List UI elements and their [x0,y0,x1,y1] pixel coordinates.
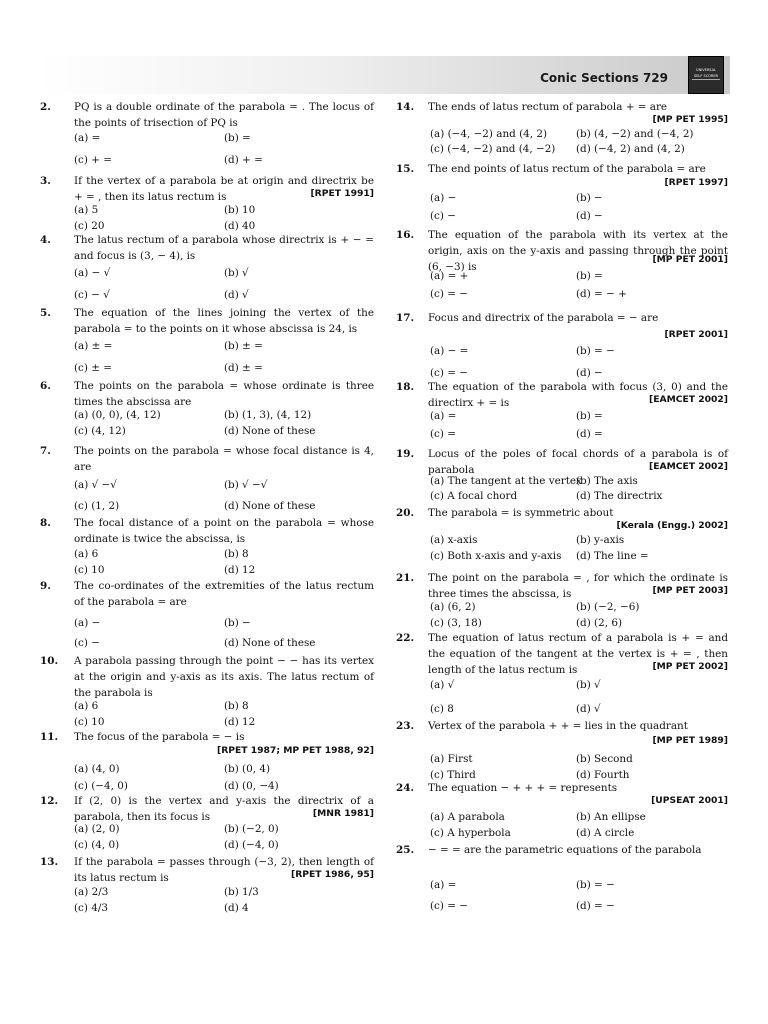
option-d: (d) √ [576,703,601,715]
option-d: (d) None of these [224,637,316,649]
option-c: (c) 20 [74,220,105,232]
option-a: (a) √ −√ [74,479,117,491]
question-number: 20. [396,507,415,519]
option-b: (b) − [224,617,251,629]
option-a: (a) − = [430,345,469,357]
question-number: 12. [40,795,59,807]
question-stem: The equation − + + + = represents [428,782,618,794]
option-a: (a) = [430,879,457,891]
page-header [38,56,730,94]
option-d: (d) − [576,210,603,222]
option-b: (b) An ellipse [576,811,646,823]
option-d: (d) + = [224,154,263,166]
exam-source: [RPET 1997] [664,177,728,188]
question-stem: The ends of latus rectum of parabola + = are [428,101,668,113]
option-b: (b) = − [576,879,615,891]
option-b: (b) (1, 3), (4, 12) [224,409,312,421]
option-a: (a) 6 [74,700,99,712]
option-c: (c) = − [430,288,468,300]
option-d: (d) The directrix [576,490,663,502]
option-a: (a) 5 [74,204,99,216]
question-stem: The equation of the parabola with its vertex at the origin, axis on the y-axis and passing through the point (6, −3) is [428,229,728,273]
option-c: (c) = − [430,367,468,379]
option-c: (c) = − [430,900,468,912]
question-number: 6. [40,380,51,392]
question-stem: A parabola passing through the point − − has its vertex at the origin and y-axis as its axis. The latus rectum of the parabola is [74,655,374,699]
question-number: 8. [40,517,51,529]
option-c: (c) = [430,428,456,440]
option-b: (b) 10 [224,204,256,216]
option-b: (b) (−2, 0) [224,823,279,835]
option-c: (c) 10 [74,716,105,728]
option-d: (d) = − + [576,288,627,300]
exam-source: [MP PET 2001] [652,254,728,265]
option-b: (b) (−2, −6) [576,601,640,613]
option-b: (b) ± = [224,340,263,352]
question-stem: The latus rectum of a parabola whose directrix is + − = and focus is (3, − 4), is [74,234,374,262]
option-d: (d) The line = [576,550,649,562]
option-c: (c) ± = [74,362,112,374]
option-a: (a) − [74,617,101,629]
option-c: (c) (−4, 0) [74,780,128,792]
option-d: (d) Fourth [576,769,630,781]
option-a: (a) (6, 2) [430,601,476,613]
question-number: 19. [396,448,415,460]
question-number: 17. [396,312,415,324]
question-number: 23. [396,720,415,732]
exam-source: [MP PET 1995] [652,114,728,125]
option-d: (d) − [576,367,603,379]
option-c: (c) A hyperbola [430,827,511,839]
option-d: (d) √ [224,289,249,301]
logo-text-line2: SELF SCORER [693,74,718,78]
option-b: (b) (4, −2) and (−4, 2) [576,128,694,140]
option-b: (b) = − [576,345,615,357]
question-stem: Focus and directrix of the parabola = − are [428,312,659,324]
option-c: (c) (1, 2) [74,500,120,512]
question-stem: The equation of latus rectum of a parabola is + = and the equation of the tangent at the vertex is + = , then length of the latus rectum is [428,632,728,676]
option-d: (d) = [576,428,603,440]
option-a: (a) − [430,192,457,204]
option-a: (a) ± = [74,340,113,352]
question-number: 24. [396,782,415,794]
question-number: 15. [396,163,415,175]
option-d: (d) (2, 6) [576,617,622,629]
option-b: (b) 8 [224,548,249,560]
option-c: (c) (4, 0) [74,839,120,851]
exam-source: [MP PET 1989] [652,735,728,746]
option-a: (a) A parabola [430,811,505,823]
logo-text-line1: UNIVERSAL [696,68,716,72]
option-b: (b) = [576,270,603,282]
option-d: (d) None of these [224,425,316,437]
publisher-logo [688,56,724,94]
option-c: (c) Third [430,769,476,781]
question-stem: The points on the parabola = whose ordinate is three times the abscissa are [74,380,374,408]
question-number: 13. [40,856,59,868]
page-title: Conic Sections 729 [540,71,668,85]
question-stem: Vertex of the parabola + + = lies in the quadrant [428,720,688,732]
question-number: 3. [40,175,51,187]
option-a: (a) = + [430,270,469,282]
exam-source: [EAMCET 2002] [649,394,728,405]
option-b: (b) 1/3 [224,886,259,898]
logo-divider [692,79,720,80]
exam-source: [MNR 1981] [312,808,374,819]
exam-source: [MP PET 2002] [652,661,728,672]
option-a: (a) − √ [74,267,111,279]
option-c: (c) (−4, −2) and (4, −2) [430,143,556,155]
option-d: (d) ± = [224,362,263,374]
question-number: 11. [40,731,59,743]
option-d: (d) 40 [224,220,256,232]
question-stem: The equation of the parabola with focus (3, 0) and the directirx + = is [428,381,728,409]
option-a: (a) = [74,132,101,144]
option-c: (c) Both x-axis and y-axis [430,550,562,562]
question-stem: The points on the parabola = whose focal distance is 4, are [74,445,374,473]
option-c: (c) 4/3 [74,902,108,914]
question-stem: The point on the parabola = , for which the ordinate is three times the abscissa, is [428,572,728,600]
option-a: (a) = [430,410,457,422]
question-stem: The co-ordinates of the extremities of the latus rectum of the parabola = are [74,580,374,608]
option-c: (c) − [430,210,456,222]
exam-source: [EAMCET 2002] [649,461,728,472]
option-d: (d) 4 [224,902,249,914]
option-d: (d) 12 [224,564,256,576]
question-stem: − = = are the parametric equations of the parabola [428,844,702,856]
question-stem: The focus of the parabola = − is [74,731,245,743]
option-a: (a) (2, 0) [74,823,120,835]
option-a: (a) First [430,753,473,765]
question-number: 9. [40,580,51,592]
question-number: 21. [396,572,415,584]
option-a: (a) x-axis [430,534,478,546]
question-stem: The focal distance of a point on the parabola = whose ordinate is twice the abscissa, is [74,517,374,545]
exam-source: [RPET 1991] [310,188,374,199]
question-stem: PQ is a double ordinate of the parabola = . The locus of the points of trisection of PQ is [74,101,374,129]
exam-source: [RPET 1987; MP PET 1988, 92] [217,745,374,756]
option-d: (d) 12 [224,716,256,728]
option-a: (a) (4, 0) [74,763,120,775]
option-b: (b) √ −√ [224,479,268,491]
question-number: 16. [396,229,415,241]
option-b: (b) (0, 4) [224,763,270,775]
question-number: 2. [40,101,51,113]
option-d: (d) (0, −4) [224,780,279,792]
question-number: 14. [396,101,415,113]
option-a: (a) 6 [74,548,99,560]
option-b: (b) Second [576,753,633,765]
option-b: (b) y-axis [576,534,625,546]
option-c: (c) (4, 12) [74,425,126,437]
exam-source: [Kerala (Engg.) 2002] [616,520,728,531]
option-d: (d) = − [576,900,615,912]
option-c: (c) − √ [74,289,110,301]
option-c: (c) 10 [74,564,105,576]
option-b: (b) = [224,132,251,144]
option-c: (c) + = [74,154,112,166]
question-number: 22. [396,632,415,644]
question-stem: If (2, 0) is the vertex and y-axis the directrix of a parabola, then its focus is [74,795,374,823]
option-d: (d) None of these [224,500,316,512]
option-b: (b) 8 [224,700,249,712]
question-stem: The equation of the lines joining the vertex of the parabola = to the points on it whose abscissa is 24, is [74,307,374,335]
option-c: (c) A focal chord [430,490,518,502]
exam-source: [UPSEAT 2001] [651,795,728,806]
option-b: (b) The axis [576,475,638,487]
question-number: 4. [40,234,51,246]
question-number: 18. [396,381,415,393]
exam-source: [RPET 2001] [664,329,728,340]
option-b: (b) √ [576,679,601,691]
question-stem: If the parabola = passes through (−3, 2), then length of its latus rectum is [74,856,374,884]
option-d: (d) (−4, 2) and (4, 2) [576,143,685,155]
question-stem: If the vertex of a parabola be at origin and directrix be + = , then its latus rectum is [74,175,374,203]
option-a: (a) (0, 0), (4, 12) [74,409,161,421]
question-number: 10. [40,655,59,667]
question-stem: The parabola = is symmetric about [428,507,614,519]
option-a: (a) √ [430,679,455,691]
option-c: (c) (3, 18) [430,617,482,629]
option-b: (b) = [576,410,603,422]
option-d: (d) A circle [576,827,635,839]
exam-source: [MP PET 2003] [652,585,728,596]
exam-source: [RPET 1986, 95] [291,869,374,880]
option-a: (a) (−4, −2) and (4, 2) [430,128,548,140]
option-c: (c) − [74,637,100,649]
question-number: 5. [40,307,51,319]
option-a: (a) 2/3 [74,886,109,898]
option-d: (d) (−4, 0) [224,839,279,851]
question-stem: Locus of the poles of focal chords of a parabola is of parabola [428,448,728,476]
option-b: (b) − [576,192,603,204]
question-number: 25. [396,844,415,856]
question-stem: The end points of latus rectum of the parabola = are [428,163,706,175]
option-c: (c) 8 [430,703,454,715]
option-a: (a) The tangent at the vertex [430,475,582,487]
question-number: 7. [40,445,51,457]
option-b: (b) √ [224,267,249,279]
